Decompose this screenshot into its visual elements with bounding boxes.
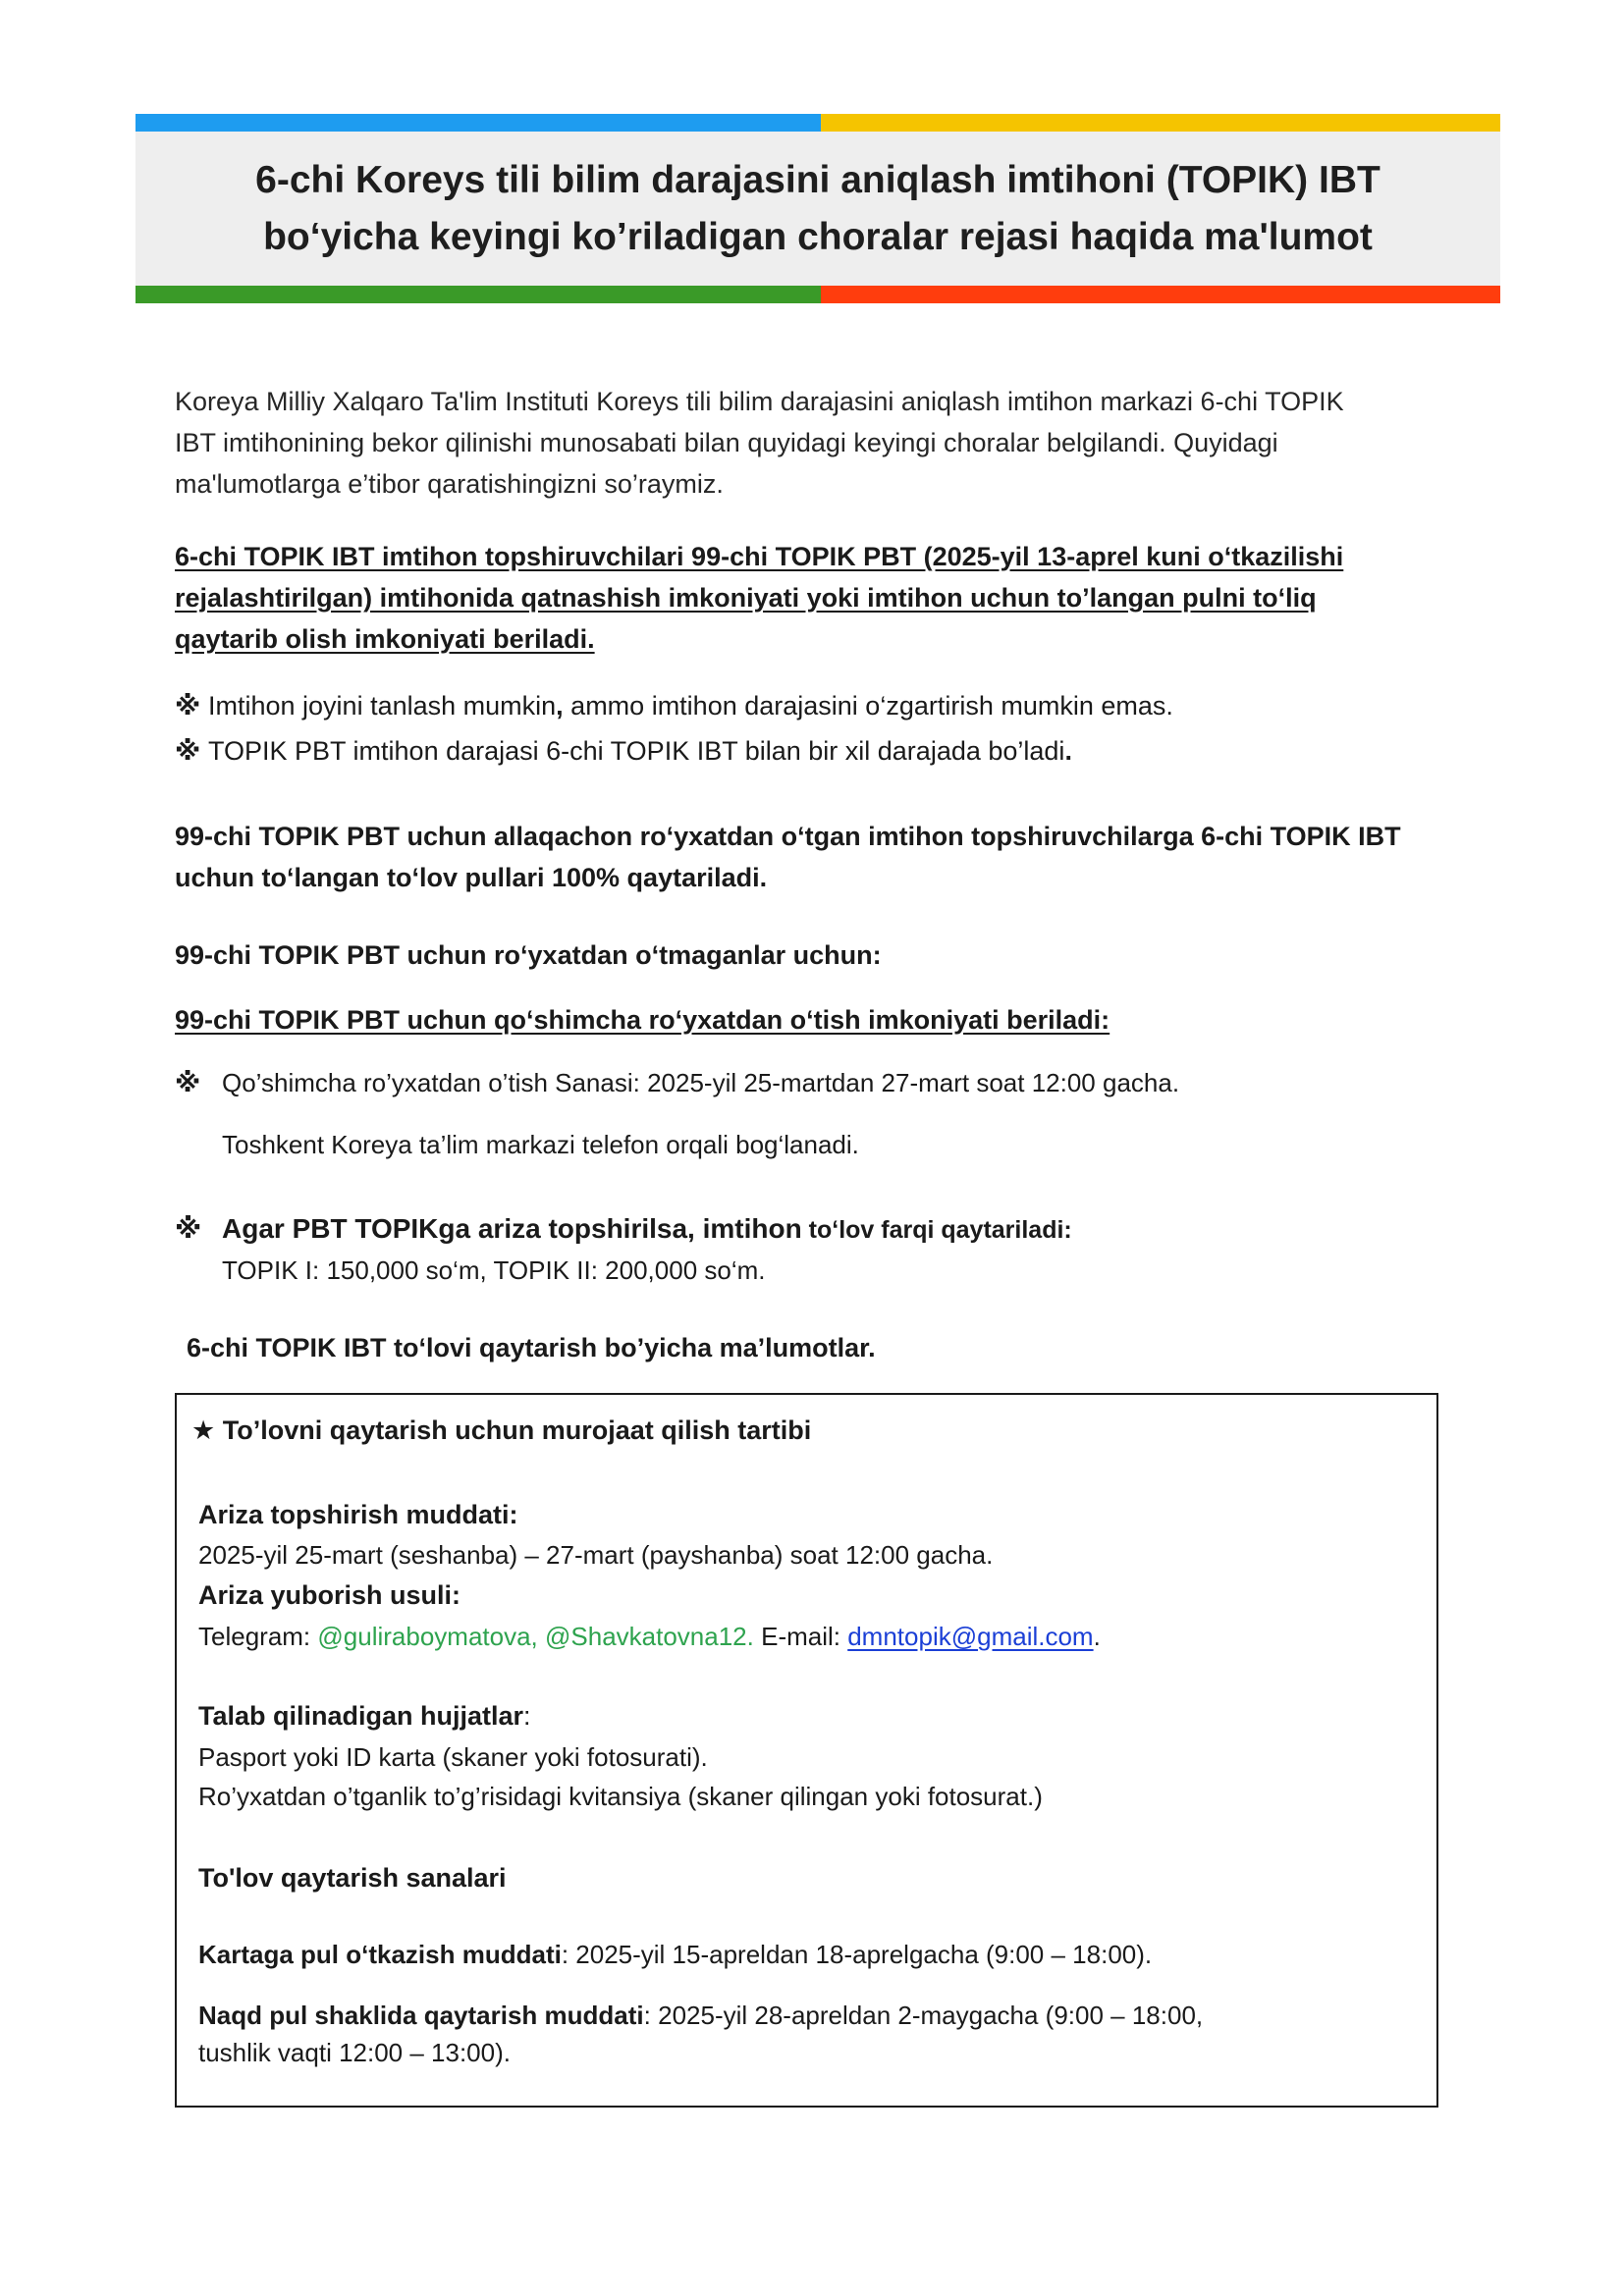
documents-label: Talab qilinadigan hujjatlar:	[198, 1701, 531, 1731]
additional-registration-heading: 99-chi TOPIK PBT uchun qo‘shimcha ro‘yxatdan o‘tish imkoniyati beriladi:	[175, 1005, 1110, 1035]
intro-paragraph	[175, 381, 1530, 505]
option-paragraph	[175, 536, 1530, 660]
option-line: rejalashtirilgan) imtihonida qatnashish imkoniyati yoki imtihon uchun to’langan pulni to‘liq	[175, 583, 1317, 613]
star-icon: ★	[191, 1415, 216, 1445]
note-contact: Toshkent Koreya ta’lim markazi telefon orqali bog‘lanadi.	[222, 1130, 859, 1159]
registered-paragraph	[175, 816, 1530, 898]
intro-line: IBT imtihonining bekor qilinishi munosabati bilan quyidagi keyingi choralar belgilandi. Quyidagi	[175, 428, 1278, 457]
header-stripe-bottom-right	[821, 286, 1500, 303]
note-fee-difference: ※ Agar PBT TOPIKga ariza topshirilsa, imtihon to‘lov farqi qaytariladi:	[175, 1209, 1072, 1250]
refund-box-title: ★ To’lovni qaytarish uchun murojaat qilish tartibi	[191, 1415, 812, 1445]
telegram-handles[interactable]: @guliraboymatova, @Shavkatovna12.	[317, 1622, 754, 1651]
header-stripe-top-left	[135, 114, 821, 132]
fee-difference-amounts: TOPIK I: 150,000 so‘m, TOPIK II: 200,000 so‘m.	[222, 1255, 766, 1285]
email-link[interactable]: dmntopik@gmail.com	[847, 1622, 1094, 1651]
refund-info-title: 6-chi TOPIK IBT to‘lovi qaytarish bo’yicha ma’lumotlar.	[187, 1333, 876, 1362]
document-item: Pasport yoki ID karta (skaner yoki fotosurati).	[198, 1742, 708, 1772]
refund-procedure-box	[175, 1393, 1438, 2108]
page-title	[135, 139, 1500, 278]
registered-line: uchun to‘langan to‘lov pullari 100% qaytariladi.	[175, 863, 768, 892]
option-line: 6-chi TOPIK IBT imtihon topshiruvchilari 99-chi TOPIK PBT (2025-yil 13-aprel kuni o‘tkazilishi	[175, 542, 1344, 571]
page-title-line1: 6-chi Koreys tili bilim darajasini aniqlash imtihoni (TOPIK) IBT	[255, 158, 1380, 201]
method-label: Ariza yuborish usuli:	[198, 1580, 461, 1610]
deadline-value: 2025-yil 25-mart (seshanba) – 27-mart (payshanba) soat 12:00 gacha.	[198, 1540, 994, 1570]
header-banner	[135, 114, 1500, 303]
refund-dates-heading: To'lov qaytarish sanalari	[198, 1863, 507, 1893]
note-exam-location: ※ Imtihon joyini tanlash mumkin, ammo imtihon darajasini o‘zgartirish mumkin emas.	[175, 686, 1173, 725]
cash-refund-period: Naqd pul shaklida qaytarish muddati: 2025-yil 28-apreldan 2-maygacha (9:00 – 18:00,	[198, 2001, 1204, 2030]
note-registration-dates: ※ Qo’shimcha ro’yxatdan o’tish Sanasi: 2025-yil 25-martdan 27-mart soat 12:00 gacha.	[175, 1063, 1179, 1102]
intro-line: ma'lumotlarga e’tibor qaratishingizni so’raymiz.	[175, 469, 724, 499]
page-title-line2: bo‘yicha keyingi ko’riladigan choralar rejasi haqida ma'lumot	[263, 215, 1373, 258]
registered-line: 99-chi TOPIK PBT uchun allaqachon ro‘yxatdan o‘tgan imtihon topshiruvchilarga 6-chi TOPIK IBT	[175, 822, 1401, 851]
header-stripe-top-right	[821, 114, 1500, 132]
note-symbol: ※	[175, 691, 201, 721]
deadline-label: Ariza topshirish muddati:	[198, 1500, 518, 1529]
option-line: qaytarib olish imkoniyati beriladi.	[175, 624, 595, 654]
note-exam-level: ※ TOPIK PBT imtihon darajasi 6-chi TOPIK IBT bilan bir xil darajada bo’ladi.	[175, 731, 1072, 771]
document-item: Ro’yxatdan o’tganlik to’g’risidagi kvitansiya (skaner qilingan yoki fotosurat.)	[198, 1782, 1043, 1811]
header-stripe-bottom-left	[135, 286, 821, 303]
contact-methods: Telegram: @guliraboymatova, @Shavkatovna12. E-mail: dmntopik@gmail.com.	[198, 1622, 1101, 1651]
unregistered-heading: 99-chi TOPIK PBT uchun ro‘yxatdan o‘tmaganlar uchun:	[175, 940, 882, 970]
note-symbol: ※	[175, 1213, 202, 1244]
card-transfer-period: Kartaga pul o‘tkazish muddati: 2025-yil 15-apreldan 18-aprelgacha (9:00 – 18:00).	[198, 1940, 1153, 1969]
note-symbol: ※	[175, 1068, 201, 1097]
note-symbol: ※	[175, 736, 201, 766]
intro-line: Koreya Milliy Xalqaro Ta'lim Instituti Koreys tili bilim darajasini aniqlash imtihon markazi 6-chi TOPIK	[175, 387, 1344, 416]
cash-refund-lunch: tushlik vaqti 12:00 – 13:00).	[198, 2038, 511, 2067]
